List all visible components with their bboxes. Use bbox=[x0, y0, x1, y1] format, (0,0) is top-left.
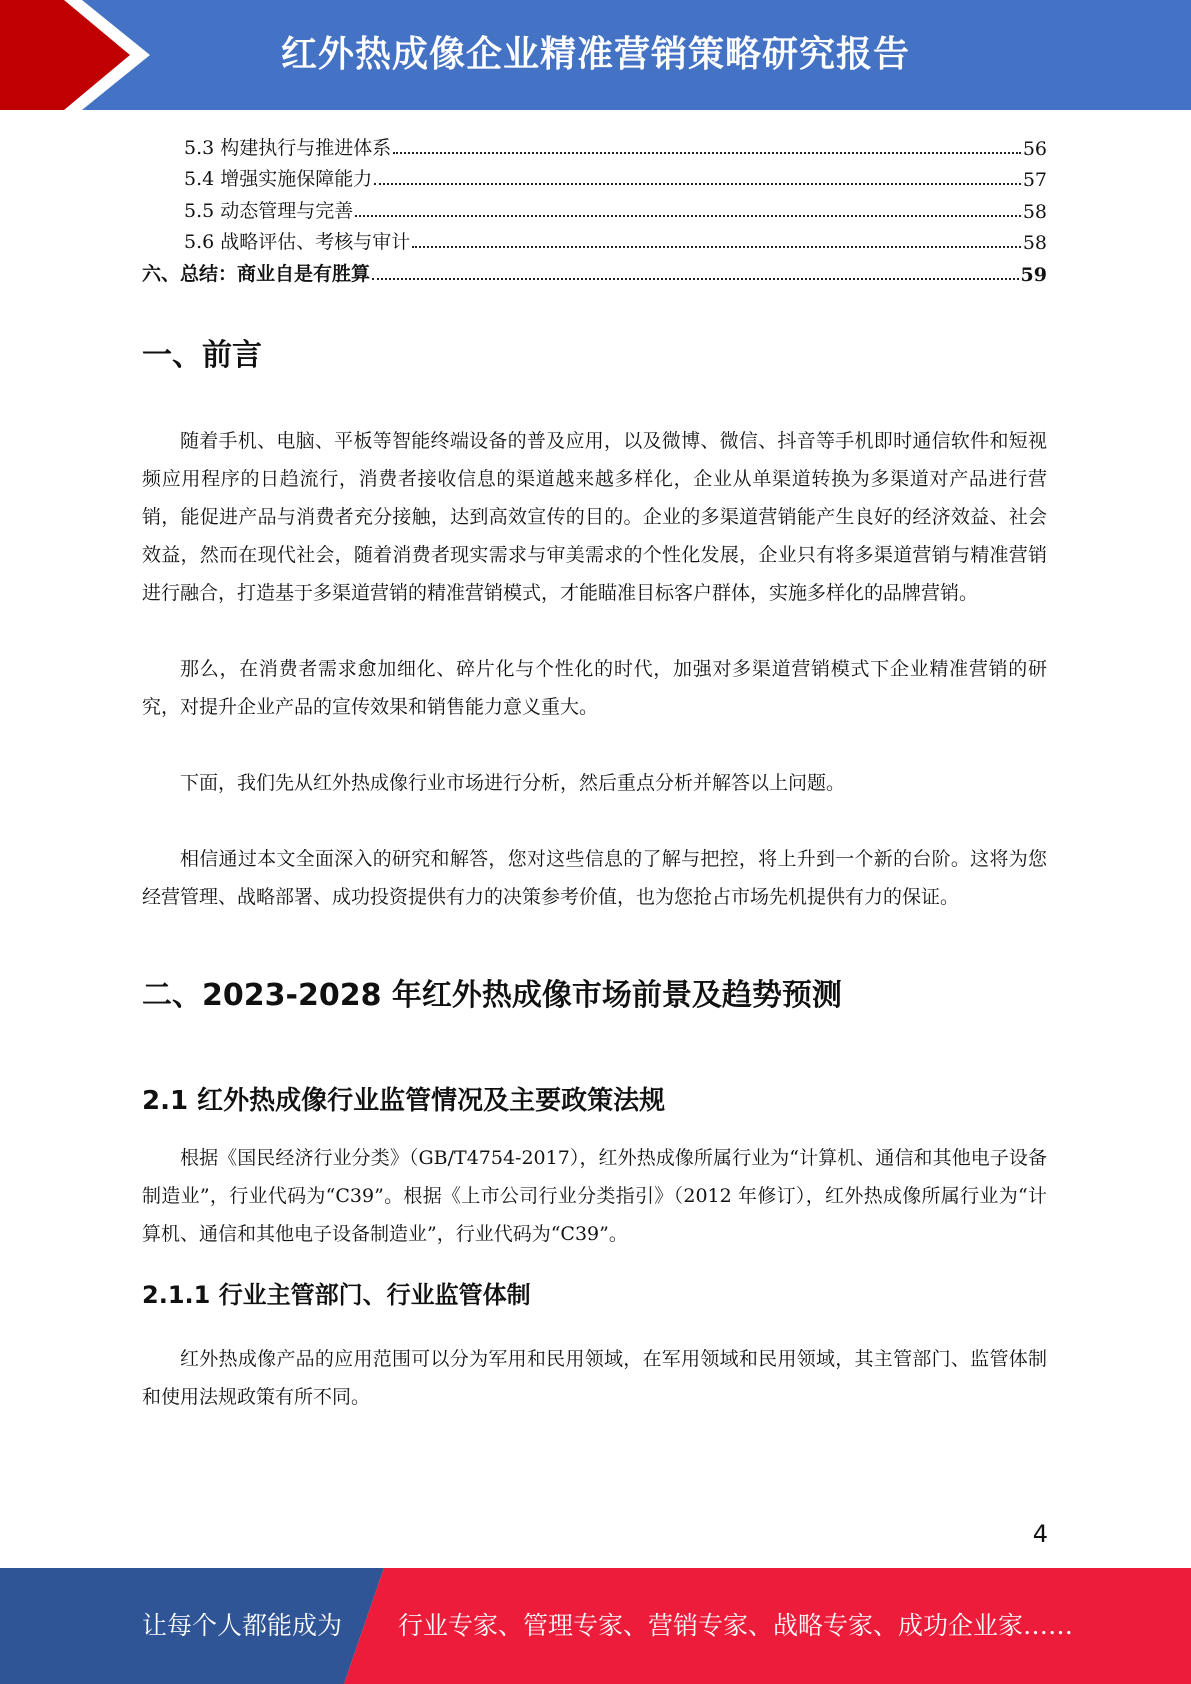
preface-paragraph: 随着手机、电脑、平板等智能终端设备的普及应用，以及微博、微信、抖音等手机即时通信软件和短视频应用程序的日趋流行，消费者接收信息的渠道越来越多样化，企业从单渠道转换为多渠道对产品进行营销，能促进产品与消费者充分接触，达到高效宣传的目的。企业的多渠道营销能产生良好的经济效益、社会效益，然而在现代社会，随着消费者现实需求与审美需求的个性化发展，企业只有将多渠道营销与精准营销进行融合，打造基于多渠道营销的精准营销模式，才能瞄准目标客户群体，实施多样化的品牌营销。 bbox=[142, 429, 1047, 604]
subsection-heading-authorities: 2.1.1 行业主管部门、行业监管体制 bbox=[142, 1280, 531, 1309]
page-header bbox=[0, 0, 1191, 110]
toc-entry-label: 5.4 增强实施保障能力 bbox=[184, 168, 373, 190]
toc-leader-dots bbox=[412, 246, 1021, 248]
toc-entry[interactable] bbox=[142, 254, 1047, 286]
toc-entry-page: 58 bbox=[1022, 200, 1047, 223]
toc-entry-page: 57 bbox=[1022, 169, 1047, 191]
preface-paragraph: 相信通过本文全面深入的研究和解答，您对这些信息的了解与把控，将上升到一个新的台阶。这将为您经营管理、战略部署、成功投资提供有力的决策参考价值，也为您抢占市场先机提供有力的保证。 bbox=[142, 847, 1047, 908]
section-heading-preface: 一、前言 bbox=[142, 337, 262, 373]
toc-entry-page: 58 bbox=[1022, 232, 1047, 254]
toc-leader-dots bbox=[355, 215, 1021, 217]
section-heading-market-outlook: 二、2023-2028 年红外热成像市场前景及趋势预测 bbox=[142, 977, 842, 1013]
toc-entry-label: 六、总结：商业自是有胜算 bbox=[142, 262, 371, 285]
page-content bbox=[142, 128, 1047, 1416]
toc-entry[interactable] bbox=[142, 223, 1047, 255]
page-number: 4 bbox=[1032, 1520, 1048, 1548]
page-footer bbox=[0, 1568, 1191, 1684]
toc-leader-dots bbox=[393, 152, 1021, 154]
preface-paragraph: 下面，我们先从红外热成像行业市场进行分析，然后重点分析并解答以上问题。 bbox=[180, 771, 846, 794]
toc-leader-dots bbox=[374, 183, 1021, 185]
toc-entry-page: 56 bbox=[1022, 137, 1047, 160]
toc-entry-label: 5.6 战略评估、考核与审计 bbox=[184, 231, 411, 253]
toc-entry[interactable] bbox=[142, 160, 1047, 192]
toc-entry-page: 59 bbox=[1020, 263, 1047, 286]
subsection-heading-regulation: 2.1 红外热成像行业监管情况及主要政策法规 bbox=[142, 1085, 666, 1116]
table-of-contents bbox=[142, 128, 1047, 286]
toc-leader-dots bbox=[372, 278, 1019, 280]
authorities-paragraph: 红外热成像产品的应用范围可以分为军用和民用领域，在军用领域和民用领域，其主管部门、监管体制和使用法规政策有所不同。 bbox=[142, 1347, 1047, 1408]
footer-slogan-right: 行业专家、管理专家、营销专家、战略专家、成功企业家…… bbox=[398, 1611, 1074, 1640]
header-chevron-graphic bbox=[0, 0, 160, 110]
toc-entry[interactable] bbox=[142, 191, 1047, 223]
footer-slogan-left: 让每个人都能成为 bbox=[142, 1611, 343, 1640]
toc-entry-label: 5.3 构建执行与推进体系 bbox=[184, 136, 392, 159]
toc-entry[interactable] bbox=[142, 128, 1047, 160]
toc-entry-label: 5.5 动态管理与完善 bbox=[184, 199, 354, 222]
preface-paragraph: 那么，在消费者需求愈加细化、碎片化与个性化的时代，加强对多渠道营销模式下企业精准营销的研究，对提升企业产品的宣传效果和销售能力意义重大。 bbox=[142, 657, 1047, 718]
regulation-paragraph: 根据《国民经济行业分类》（GB/T4754-2017），红外热成像所属行业为“计算机、通信和其他电子设备制造业”，行业代码为“C39”。根据《上市公司行业分类指引》（2012 年修订），红外热成像所属行业为“计算机、通信和其他电子设备制造业”，行业代码为“C39”。 bbox=[142, 1146, 1047, 1245]
report-title: 红外热成像企业精准营销策略研究报告 bbox=[280, 34, 910, 75]
